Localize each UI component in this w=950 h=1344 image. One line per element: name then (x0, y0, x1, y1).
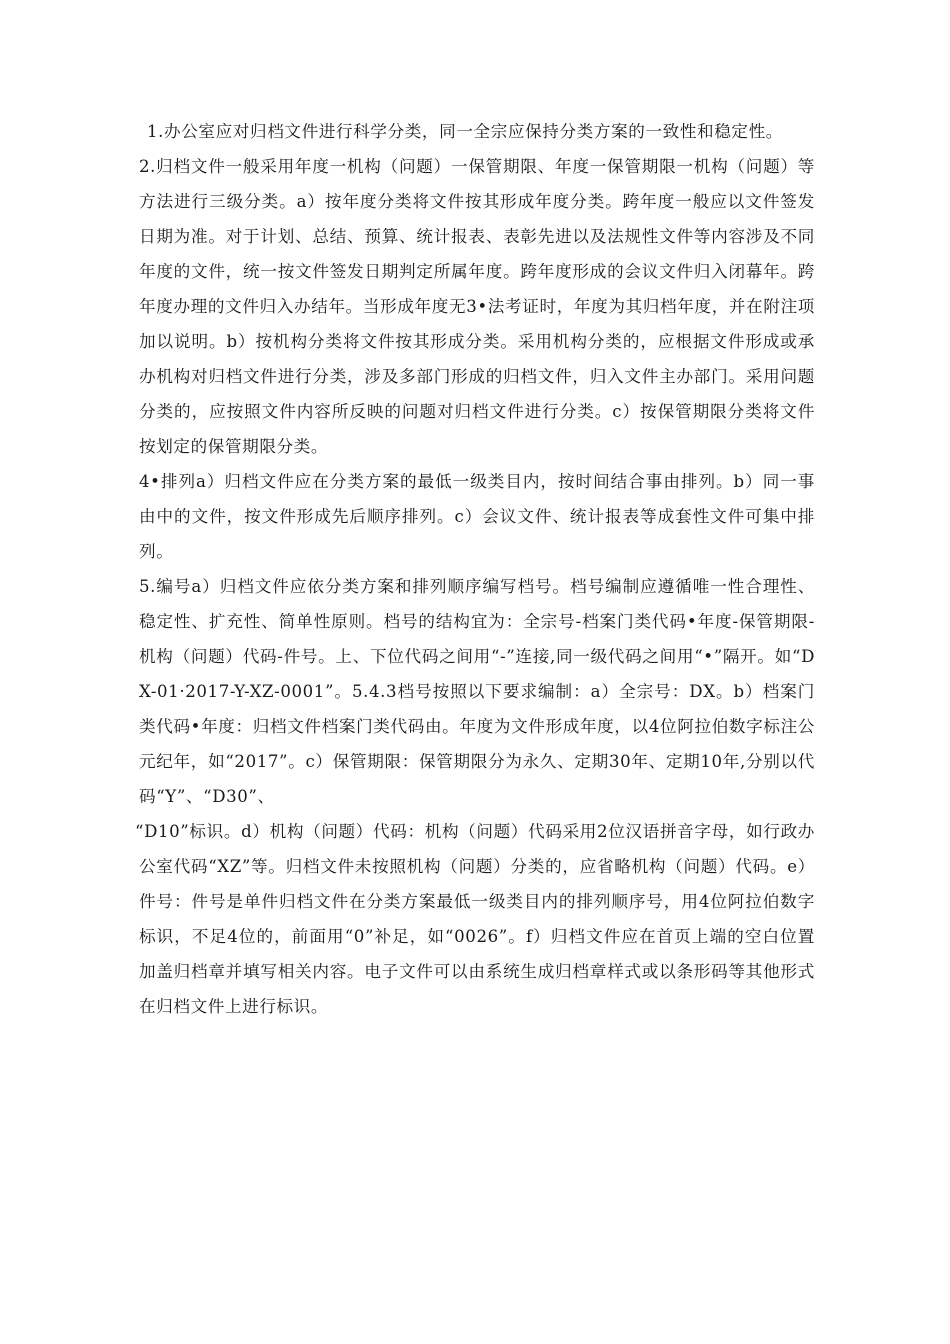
paragraph-classification-principle: 1.办公室应对归档文件进行科学分类，同一全宗应保持分类方案的一致性和稳定性。 (147, 122, 784, 141)
paragraph-three-level-classification: 2.归档文件一般采用年度一机构（问题）一保管期限、年度一保管期限一机构（问题）等方法进行三级分类。a）按年度分类将文件按其形成年度分类。跨年度一般应以文件签发日期为准。对于计划、总结、预算、统计报表、表彰先进以及法规性文件等内容涉及不同年度的文件，统一按文件签发日期判定所属年度。跨年度形成的会议文件归入闭幕年。跨年度办理的文件归入办结年。当形成年度无3•法考证时，年度为其归档年度，并在附注项加以说明。b）按机构分类将文件按其形成分类。采用机构分类的，应根据文件形成或承办机构对归档文件进行分类，涉及多部门形成的归档文件，归入文件主办部门。采用问题分类的，应按照文件内容所反映的问题对归档文件进行分类。c）按保管期限分类将文件按划定的保管期限分类。 (139, 157, 815, 456)
paragraph-numbering: 5.编号a）归档文件应依分类方案和排列顺序编写档号。档号编制应遵循唯一性合理性、稳定性、扩充性、简单性原则。档号的结构宜为：全宗号-档案门类代码•年度-保管期限-机构（问题）代码-件号。上、下位代码之间用“-”连接,同一级代码之间用“•”隔开。如“DX-01·2017-Y-XZ-0001”。5.4.3档号按照以下要求编制：a）全宗号：DX。b）档案门类代码•年度：归档文件档案门类代码由。年度为文件形成年度，以4位阿拉伯数字标注公元纪年，如“2017”。c）保管期限：保管期限分为永久、定期30年、定期10年,分别以代码“Y”、“D30”、 (139, 577, 815, 806)
document-body (135, 114, 815, 1024)
paragraph-numbering-continued: “D10”标识。d）机构（问题）代码：机构（问题）代码采用2位汉语拼音字母，如行政办公室代码“XZ”等。归档文件未按照机构（问题）分类的，应省略机构（问题）代码。e）件号：件号是单件归档文件在分类方案最低一级类目内的排列顺序号，用4位阿拉伯数字标识，不足4位的，前面用“0”补足，如“0026”。f）归档文件应在首页上端的空白位置加盖归档章并填写相关内容。电子文件可以由系统生成归档章样式或以条形码等其他形式在归档文件上进行标识。 (135, 822, 815, 1016)
paragraph-arrangement: 4•排列a）归档文件应在分类方案的最低一级类目内，按时间结合事由排列。b）同一事由中的文件，按文件形成先后顺序排列。c）会议文件、统计报表等成套性文件可集中排列。 (139, 472, 815, 561)
